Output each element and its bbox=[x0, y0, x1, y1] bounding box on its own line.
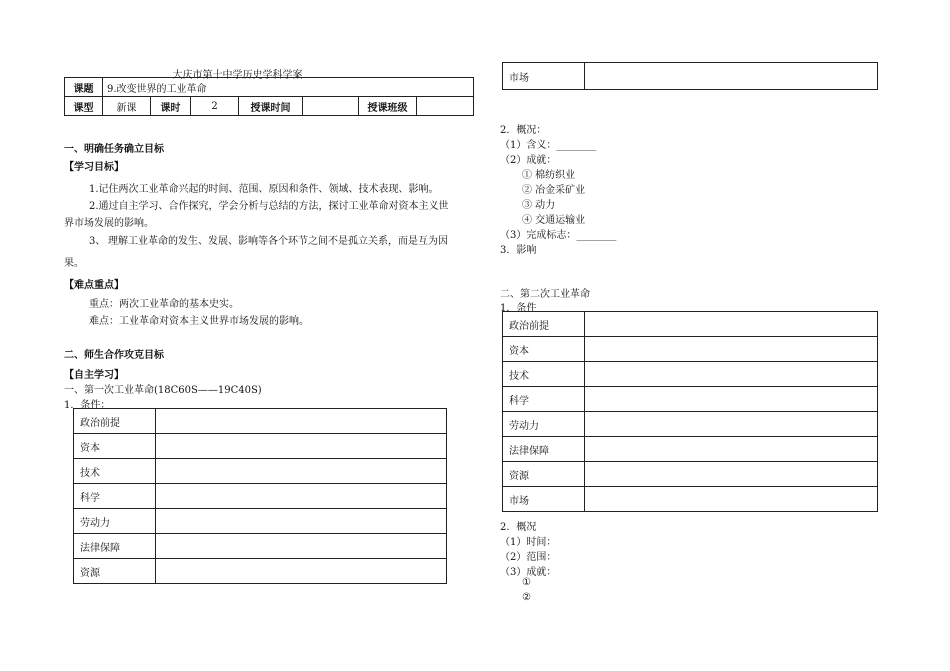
table-row bbox=[74, 509, 447, 534]
achievement-4: ④ 交通运输业 bbox=[522, 215, 586, 226]
scope-item: （2）范围： bbox=[500, 552, 557, 563]
table-row bbox=[503, 362, 878, 387]
table-row bbox=[503, 437, 878, 462]
hours-value: 2 bbox=[191, 97, 239, 116]
condition-answer-cell[interactable] bbox=[585, 387, 878, 412]
second-revolution-conditions-table bbox=[502, 311, 878, 512]
condition-label: 法律保障 bbox=[503, 437, 585, 462]
goal-2-line-1: 2.通过自主学习、合作探究，学会分析与总结的方法，探讨工业革命对资本主义世 bbox=[89, 201, 449, 212]
type-value: 新课 bbox=[103, 97, 151, 116]
table-row bbox=[74, 409, 447, 434]
table-row bbox=[74, 434, 447, 459]
table-row bbox=[503, 487, 878, 512]
meaning-item: （1）含义：________ bbox=[500, 140, 597, 151]
table-row bbox=[74, 559, 447, 584]
condition-label: 资源 bbox=[503, 462, 585, 487]
difficult-point: 难点：工业革命对资本主义世界市场发展的影响。 bbox=[89, 316, 309, 327]
condition-answer-cell[interactable] bbox=[585, 462, 878, 487]
section2-title: 二、师生合作攻克目标 bbox=[64, 350, 164, 361]
impact-item: 3．影响 bbox=[500, 245, 537, 256]
time-label: 授课时间 bbox=[239, 97, 303, 116]
achievement-3: ③ 动力 bbox=[522, 200, 556, 211]
condition-label: 市场 bbox=[503, 487, 585, 512]
condition-answer-cell[interactable] bbox=[156, 509, 447, 534]
condition-label: 劳动力 bbox=[74, 509, 156, 534]
condition-answer-cell[interactable] bbox=[156, 534, 447, 559]
class-value bbox=[417, 97, 474, 116]
goals-heading: 【学习目标】 bbox=[64, 162, 124, 173]
table-row bbox=[503, 387, 878, 412]
goal-3-line-2: 果。 bbox=[64, 258, 84, 269]
second-revolution-title: 二、第二次工业革命 bbox=[500, 289, 590, 300]
condition-answer-cell[interactable] bbox=[585, 312, 878, 337]
first-revolution-conditions-table bbox=[73, 408, 447, 584]
overview2-label: 2．概况 bbox=[500, 522, 537, 533]
condition-answer-cell[interactable] bbox=[156, 459, 447, 484]
achievements-item: （2）成就： bbox=[500, 155, 557, 166]
table-row bbox=[74, 534, 447, 559]
condition-answer-cell[interactable] bbox=[585, 337, 878, 362]
condition-answer-cell[interactable] bbox=[156, 484, 447, 509]
difficulty-heading: 【难点重点】 bbox=[64, 280, 124, 291]
page-title: 大庆市第十中学历史学科学案 bbox=[172, 70, 303, 81]
topic-label: 课题 bbox=[65, 78, 103, 97]
condition-label: 资源 bbox=[74, 559, 156, 584]
self-study-heading: 【自主学习】 bbox=[64, 370, 124, 381]
first-revolution-title: 一、第一次工业革命(18C60S——19C40S) bbox=[64, 385, 262, 396]
achievement-2: ② 冶金采矿业 bbox=[522, 185, 586, 196]
type-label: 课型 bbox=[65, 97, 103, 116]
condition-answer-cell[interactable] bbox=[156, 409, 447, 434]
achievement2-1: ① bbox=[522, 577, 531, 588]
condition-label: 法律保障 bbox=[74, 534, 156, 559]
condition-answer-cell[interactable] bbox=[585, 63, 878, 90]
achievement2-2: ② bbox=[522, 592, 531, 603]
condition-answer-cell[interactable] bbox=[585, 437, 878, 462]
condition-label: 科学 bbox=[74, 484, 156, 509]
table-row bbox=[74, 484, 447, 509]
table-row bbox=[503, 337, 878, 362]
achievements2-item: （3）成就： bbox=[500, 567, 557, 578]
condition-label: 资本 bbox=[74, 434, 156, 459]
table-row bbox=[503, 312, 878, 337]
condition-label: 政治前提 bbox=[503, 312, 585, 337]
time-value bbox=[303, 97, 359, 116]
condition-answer-cell[interactable] bbox=[585, 362, 878, 387]
condition-answer-cell[interactable] bbox=[585, 412, 878, 437]
goal-1: 1.记住两次工业革命兴起的时间、范围、原因和条件、领域、技术表现、影响。 bbox=[89, 184, 439, 195]
condition-label: 资本 bbox=[503, 337, 585, 362]
table-row bbox=[503, 462, 878, 487]
goal-3-line-1: 理解工业革命的发生、发展、影响等各个环节之间不是孤立关系，而是互为因 bbox=[108, 236, 448, 247]
first-revolution-market-table bbox=[502, 62, 878, 90]
time-item: （1）时间： bbox=[500, 537, 557, 548]
goal-3-number: 3、 bbox=[89, 236, 106, 247]
condition-label: 技术 bbox=[74, 459, 156, 484]
condition-label: 科学 bbox=[503, 387, 585, 412]
hours-label: 课时 bbox=[151, 97, 191, 116]
goal-2-line-2: 界市场发展的影响。 bbox=[64, 218, 154, 229]
key-point: 重点：两次工业革命的基本史实。 bbox=[89, 299, 239, 310]
conditions2-label: 1．条件 bbox=[500, 303, 537, 314]
section1-title: 一、明确任务确立目标 bbox=[64, 144, 164, 155]
achievement-1: ① 棉纺织业 bbox=[522, 170, 576, 181]
condition-answer-cell[interactable] bbox=[156, 559, 447, 584]
lesson-info-table bbox=[64, 77, 474, 116]
condition-label: 市场 bbox=[503, 63, 585, 90]
table-row bbox=[503, 412, 878, 437]
conditions-label: 1．条件： bbox=[64, 400, 111, 411]
table-row bbox=[74, 459, 447, 484]
completion-item: （3）完成标志：________ bbox=[500, 230, 617, 241]
condition-answer-cell[interactable] bbox=[156, 434, 447, 459]
class-label: 授课班级 bbox=[359, 97, 417, 116]
condition-label: 政治前提 bbox=[74, 409, 156, 434]
condition-label: 技术 bbox=[503, 362, 585, 387]
overview-label: 2．概况： bbox=[500, 125, 547, 136]
table-row bbox=[503, 63, 878, 90]
condition-label: 劳动力 bbox=[503, 412, 585, 437]
condition-answer-cell[interactable] bbox=[585, 487, 878, 512]
topic-value: 9.改变世界的工业革命 bbox=[103, 78, 474, 97]
